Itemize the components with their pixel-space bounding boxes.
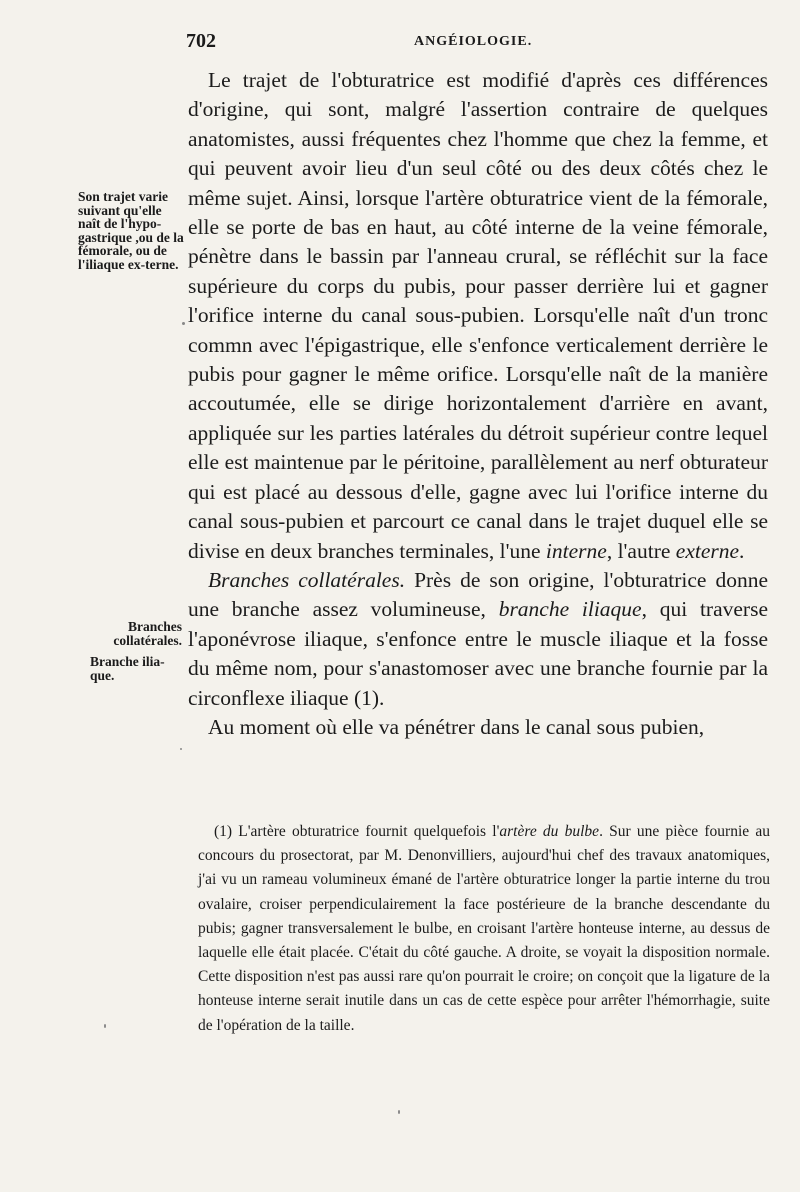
main-text xyxy=(188,66,768,742)
paper-speck xyxy=(182,322,185,325)
footnote-term-artere-du-bulbe: artère du bulbe xyxy=(499,823,600,840)
term-branche-iliaque: branche iliaque xyxy=(498,597,642,622)
paragraph-branches-text-a: Près de son origine, l'obturatrice donne une branche assez volumineuse, xyxy=(188,567,768,622)
paragraph-trajet-end: . xyxy=(739,538,745,563)
page-number: 702 xyxy=(186,30,216,52)
sidenote-branche-iliaque: Branche ilia-que. xyxy=(90,654,165,683)
footnote xyxy=(198,820,770,1038)
footnote-text-a: (1) L'artère obturatrice fournit quelquefois l' xyxy=(214,823,500,840)
section-heading-branches-collaterales: Branches collatérales. xyxy=(208,567,406,592)
term-externe: externe xyxy=(675,538,740,563)
paragraph-trajet-text: Le trajet de l'obturatrice est modifié d'après ces différences d'origine, qui sont, malgré l'assertion contraire de quelques anatomistes, aussi fréquentes chez l'homme que chez la femme, et qui peuvent avoir lieu d'un seul côté ou des deux côtés chez le même sujet. Ainsi, lorsque l'artère obturatrice vient de la fémorale, elle se porte de bas en haut, au côté interne de la veine fémorale, pénètre dans le bassin par l'anneau crural, se réfléchit sur la face supérieure du corps du pubis, pour passer derrière lui et gagner l'orifice interne du canal sous-pubien. Lorsqu'elle naît d'un tronc commn avec l'épigastrique, elle s'enfonce verticalement derrière le pubis pour gagner le même orifice. Lorsqu'elle naît de la manière accoutumée, elle se dirige horizontalement d'arrière en avant, appliquée sur les parties latérales du détroit supérieur contre lequel elle est maintenue par le péritoine, parallèlement au nerf obturateur qui est placé au dessous d'elle, gagne avec lui l'orifice interne du canal sous-pubien et parcourt ce canal dans le trajet duquel elle se divise en deux branches terminales, l'une xyxy=(188,68,768,563)
term-interne: interne xyxy=(545,538,607,563)
paper-speck xyxy=(398,1110,400,1114)
page-header xyxy=(186,30,566,56)
paragraph-trajet-mid: , l'autre xyxy=(606,538,671,563)
paper-speck xyxy=(104,1024,106,1028)
paragraph-trajet xyxy=(188,66,768,566)
sidenote-branches-collaterales: Branches collatérales. xyxy=(113,619,182,648)
sidenote-trajet: Son trajet varie suivant qu'elle naît de l'hypo-gastrique ,ou de la fémorale, ou de l'iliaque ex-terne. xyxy=(78,189,184,272)
running-head: ANGÉIOLOGIE. xyxy=(414,34,533,49)
paragraph-branches xyxy=(188,566,768,713)
paragraph-moment: Au moment où elle va pénétrer dans le canal sous pubien, xyxy=(208,714,705,739)
footnote-text-b: . Sur une pièce fournie au concours du prosectorat, par M. Denonvilliers, aujourd'hui chef des travaux anatomiques, j'ai vu un rameau volumineux émané de l'artère obturatrice longer la partie interne du trou ovalaire, croiser perpendiculairement la face postérieure de la branche descendante du pubis; gagner transversalement le bulbe, en croisant l'artère honteuse interne, au dessus de laquelle elle était placée. C'était du côté gauche. A droite, se voyait la disposition normale. Cette disposition n'est pas aussi rare qu'on pourrait le croire; on conçoit que la ligature de la honteuse interne serait inutile dans un cas de cette espèce pour arrêter l'hémorrhagie, suite de l'opération de la taille. xyxy=(198,823,770,1034)
paragraph-branches-text-b: , qui traverse l'aponévrose iliaque, s'enfonce entre le muscle iliaque et la fosse du même nom, pour s'anastomoser avec une branche fournie par la circonflexe iliaque (1). xyxy=(188,597,768,710)
paper-speck xyxy=(180,748,182,750)
